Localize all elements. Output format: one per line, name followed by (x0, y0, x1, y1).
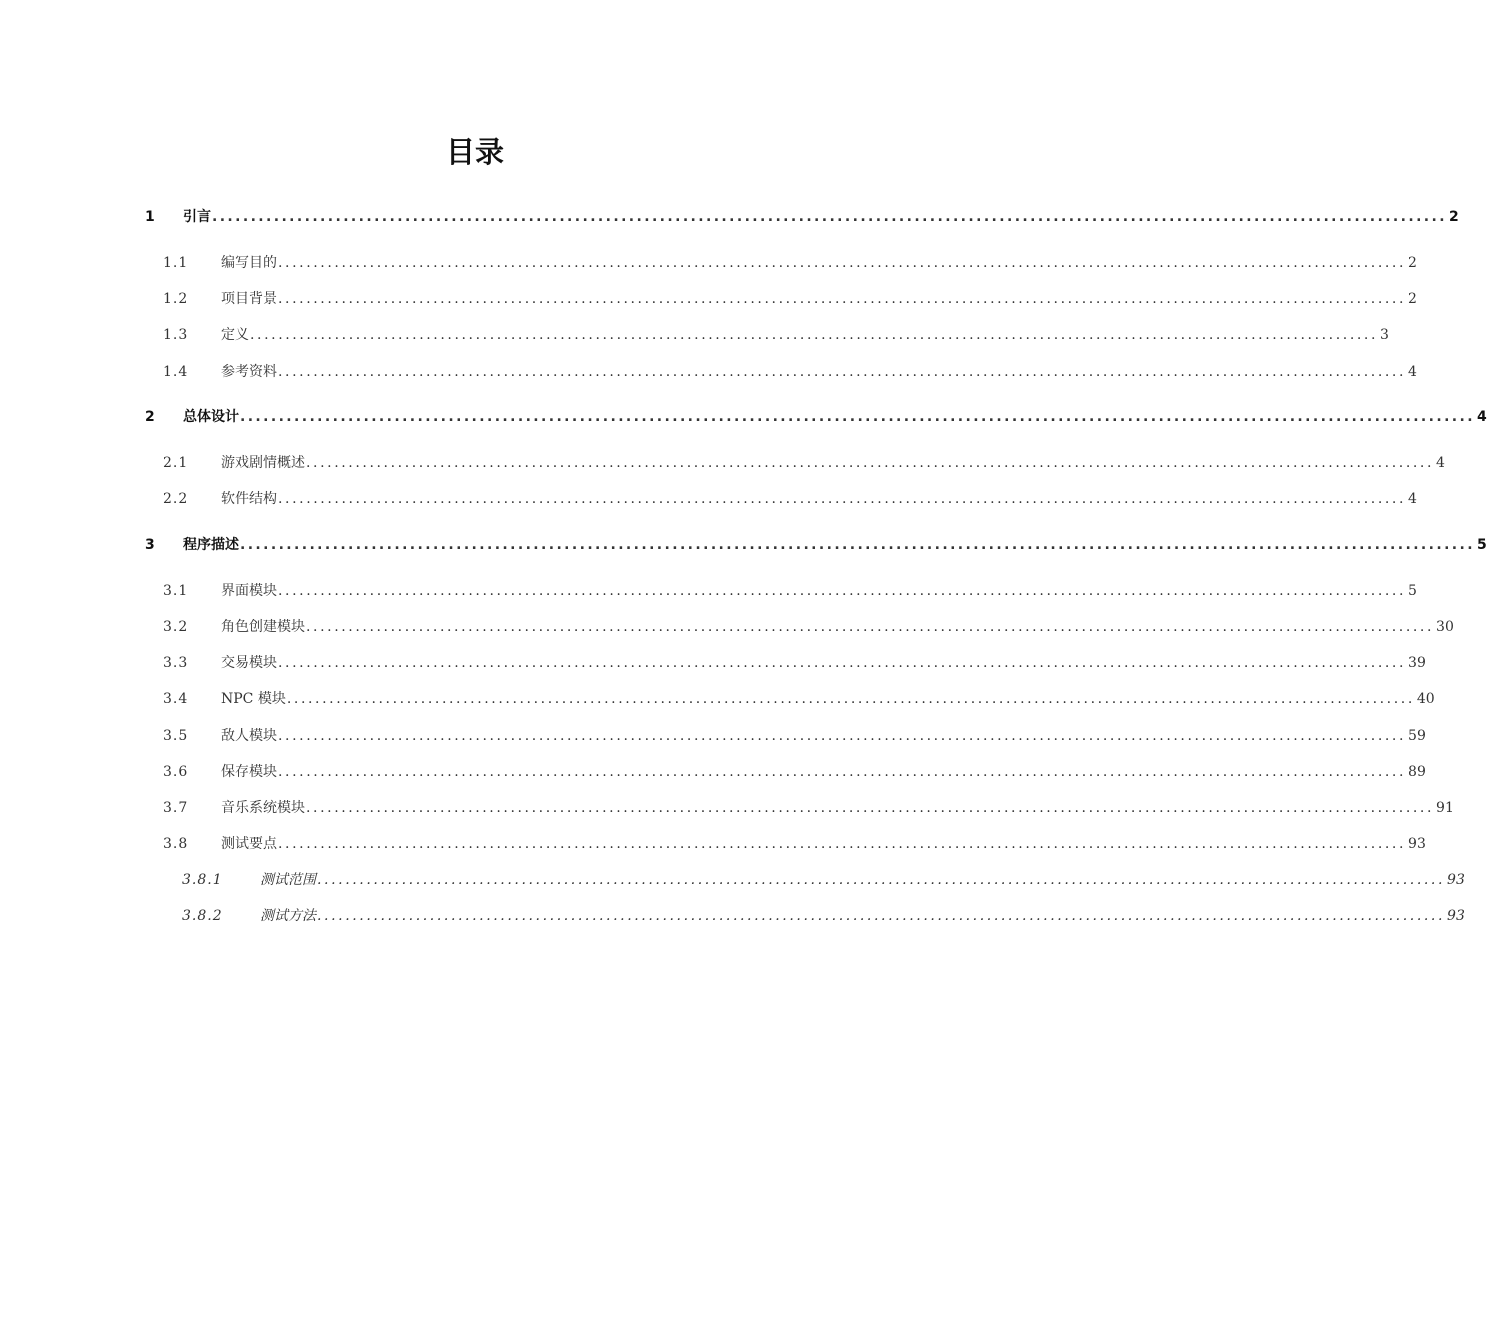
toc-entry-page: 2 (1408, 255, 1417, 271)
toc-entry[interactable] (145, 406, 1487, 428)
toc-entry[interactable] (163, 252, 1417, 274)
toc-entry-title: 角色创建模块 (221, 619, 305, 635)
toc-entry-page: 93 (1408, 836, 1426, 852)
toc-entry-page: 4 (1408, 364, 1417, 380)
toc-dot-leader: ................................................................................................................................................................ (278, 655, 1407, 671)
toc-entry-page: 3 (1380, 327, 1389, 343)
toc-entry[interactable] (163, 797, 1454, 819)
toc-entry-title: 测试范围 (260, 872, 316, 888)
toc-entry[interactable] (163, 652, 1426, 674)
toc-entry-page: 89 (1408, 764, 1426, 780)
toc-entry[interactable] (182, 905, 1465, 927)
toc-entry-number: 3.7 (163, 800, 189, 816)
toc-entry[interactable] (163, 725, 1426, 747)
toc-dot-leader: ................................................................................................................................................................ (240, 537, 1475, 553)
toc-entry-number: 3.1 (163, 583, 189, 599)
toc-entry-number: 3.2 (163, 619, 189, 635)
toc-dot-leader: ................................................................................................................................................................ (278, 836, 1407, 852)
toc-entry-page: 59 (1408, 728, 1426, 744)
toc-entry-number: 3.4 (163, 691, 189, 707)
toc-dot-leader: ................................................................................................................................................................ (240, 409, 1475, 425)
toc-entry-page: 40 (1416, 691, 1435, 707)
toc-entry-page: 93 (1447, 908, 1465, 924)
toc-entry-number: 1 (145, 209, 155, 225)
toc-dot-leader: ................................................................................................................................................................ (278, 764, 1407, 780)
toc-entry-number: 3.5 (163, 728, 189, 744)
toc-entry-number: 3.6 (163, 764, 189, 780)
toc-dot-leader: ................................................................................................................................................................ (278, 364, 1407, 380)
toc-entry[interactable] (163, 616, 1454, 638)
toc-entry[interactable] (163, 324, 1389, 346)
toc-entry[interactable] (163, 833, 1426, 855)
toc-dot-leader: ................................................................................................................................................................ (317, 872, 1446, 888)
toc-entry[interactable] (163, 452, 1445, 474)
toc-dot-leader: ................................................................................................................................................................ (278, 728, 1407, 744)
toc-entry-number: 1.3 (163, 327, 189, 343)
toc-dot-leader: ................................................................................................................................................................ (306, 619, 1435, 635)
toc-entry[interactable] (163, 761, 1426, 783)
toc-entry-number: 2 (145, 409, 155, 425)
toc-dot-leader: ................................................................................................................................................................ (278, 255, 1407, 271)
toc-entry[interactable] (163, 488, 1417, 510)
toc-entry-title: 测试要点 (221, 836, 277, 852)
toc-dot-leader: ................................................................................................................................................................ (212, 209, 1447, 225)
toc-entry-title: 测试方法 (260, 908, 316, 924)
toc-entry[interactable] (145, 534, 1487, 556)
toc-entry-number: 3.8.1 (182, 872, 223, 888)
toc-entry-number: 3 (145, 537, 155, 553)
toc-entry-page: 4 (1436, 455, 1445, 471)
toc-entry-number: 3.3 (163, 655, 189, 671)
toc-entry[interactable] (145, 206, 1459, 228)
toc-entry-title: 项目背景 (221, 291, 277, 307)
toc-entry-number: 2.1 (163, 455, 189, 471)
toc-entry[interactable] (163, 688, 1435, 710)
toc-entry-title: 定义 (221, 327, 249, 343)
toc-entry-number: 3.8.2 (182, 908, 223, 924)
toc-entry-page: 93 (1447, 872, 1465, 888)
toc-entry-title: NPC 模块 (221, 691, 286, 707)
toc-entry-title: 参考资料 (221, 364, 277, 380)
toc-entry[interactable] (163, 288, 1417, 310)
toc-entry-title: 音乐系统模块 (221, 800, 305, 816)
toc-entry-page: 39 (1408, 655, 1426, 671)
toc-dot-leader: ................................................................................................................................................................ (278, 291, 1407, 307)
toc-dot-leader: ................................................................................................................................................................ (306, 455, 1435, 471)
toc-dot-leader: ................................................................................................................................................................ (250, 327, 1379, 343)
toc-entry-page: 5 (1476, 537, 1487, 553)
toc-dot-leader: ................................................................................................................................................................ (306, 800, 1435, 816)
toc-entry-title: 界面模块 (221, 583, 277, 599)
toc-dot-leader: ................................................................................................................................................................ (286, 691, 1415, 707)
toc-entry-title: 软件结构 (221, 491, 277, 507)
toc-entry-number: 3.8 (163, 836, 189, 852)
toc-entry[interactable] (182, 869, 1465, 891)
toc-entry-title: 保存模块 (221, 764, 277, 780)
toc-entry-page: 2 (1448, 209, 1459, 225)
toc-entry-title: 总体设计 (183, 409, 239, 425)
toc-title: 目录 (445, 135, 504, 169)
toc-entry-number: 1.2 (163, 291, 189, 307)
toc-dot-leader: ................................................................................................................................................................ (278, 583, 1407, 599)
toc-entry-title: 程序描述 (183, 537, 239, 553)
toc-entry-title: 引言 (183, 209, 211, 225)
toc-entry-number: 1.4 (163, 364, 189, 380)
toc-entry-page: 91 (1436, 800, 1454, 816)
toc-entry-title: 交易模块 (221, 655, 277, 671)
toc-entry[interactable] (163, 361, 1417, 383)
toc-dot-leader: ................................................................................................................................................................ (278, 491, 1407, 507)
toc-entry-title: 编写目的 (221, 255, 277, 271)
toc-entry-title: 敌人模块 (221, 728, 277, 744)
toc-entry-page: 4 (1408, 491, 1417, 507)
toc-entry-number: 2.2 (163, 491, 189, 507)
toc-entry-page: 2 (1408, 291, 1417, 307)
toc-entry[interactable] (163, 580, 1417, 602)
toc-entry-page: 5 (1408, 583, 1417, 599)
toc-entry-title: 游戏剧情概述 (221, 455, 305, 471)
toc-entry-page: 4 (1476, 409, 1487, 425)
toc-entry-page: 30 (1436, 619, 1454, 635)
toc-entry-number: 1.1 (163, 255, 189, 271)
toc-dot-leader: ................................................................................................................................................................ (317, 908, 1446, 924)
